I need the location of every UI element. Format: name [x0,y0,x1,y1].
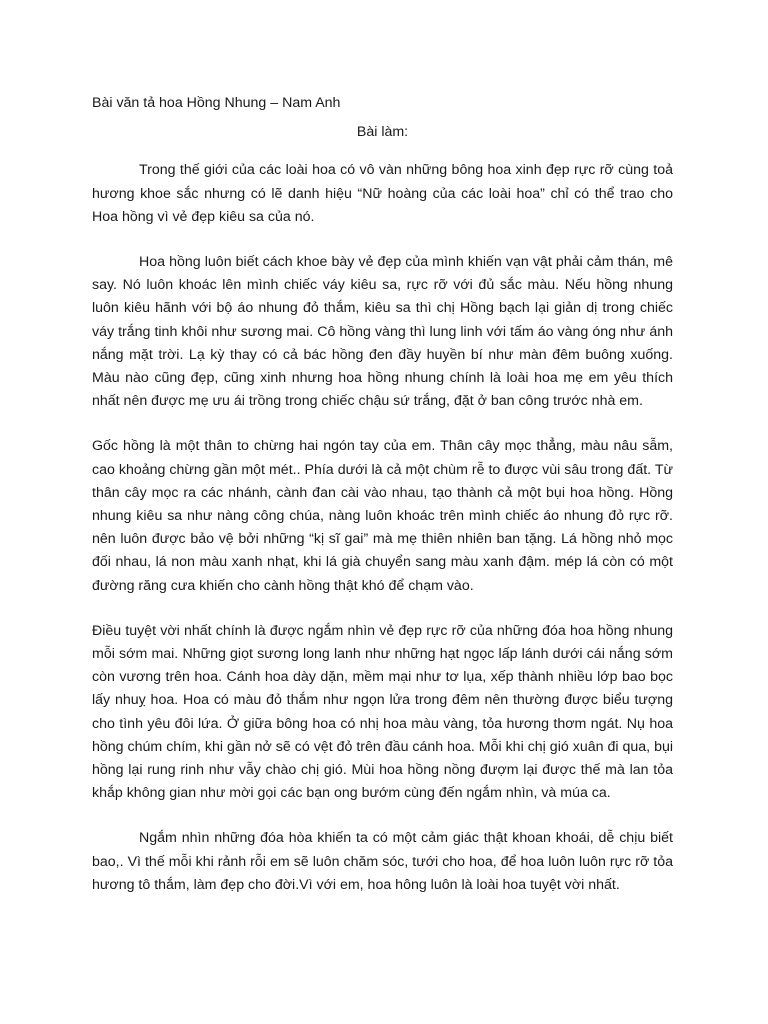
paragraph-intro: Trong thế giới của các loài hoa có vô vàn những bông hoa xinh đẹp rực rỡ cùng toả hương khoe sắc nhưng có lẽ danh hiệu “Nữ hoàng của các loài hoa” chỉ có thể trao cho Hoa hồng vì vẻ đẹp kiêu sa của nó. [92,162,673,225]
document-title: Bài văn tả hoa Hồng Nhung – Nam Anh [92,95,341,111]
paragraph-conclusion: Ngắm nhìn những đóa hòa khiến ta có một cảm giác thật khoan khoái, dễ chịu biết bao,. Vì thế mỗi khi rảnh rỗi em sẽ luôn chăm sóc, tưới cho hoa, để hoa luôn luôn rực rỡ tỏa hương tô thắm, làm đẹp cho đời.Vì với em, hoa hông luôn là loài hoa tuyệt vời nhất. [92,830,673,893]
document-subtitle: Bài làm: [356,124,409,141]
paragraph-flower: Điều tuyệt vời nhất chính là được ngắm nhìn vẻ đẹp rực rỡ của những đóa hoa hồng nhung mỗi sớm mai. Những giọt sương long lanh như những hạt ngọc lấp lánh dưới cái nắng sớm còn vương trên hoa. Cánh hoa dày dặn, mềm mại như tơ lụa, xếp thành nhiều lớp bao bọc lấy nhuỵ hoa. Hoa có màu đỏ thắm như ngọn lửa trong đêm nên thường được biểu tượng cho tình yêu đôi lứa. Ở giữa bông hoa có nhị hoa màu vàng, tỏa hương thơm ngát. Nụ hoa hồng chúm chím, khi gần nở sẽ có vệt đỏ trên đầu cánh hoa. Mỗi khi chị gió xuân đi qua, bụi hồng lại rung rinh như vẫy chào chị gió. Mùi hoa hồng nồng đượm lại được thế mà lan tỏa khắp không gian như mời gọi các bạn ong bướm cùng đến ngắm nhìn, và múa ca. [92,622,673,802]
paragraph-stem-leaves: Gốc hồng là một thân to chừng hai ngón tay của em. Thân cây mọc thẳng, màu nâu sẫm, cao khoảng chừng gần một mét.. Phía dưới là cả một chùm rễ to được vùi sâu trong đất. Từ thân cây mọc ra các nhánh, cành đan cài vào nhau, tạo thành cả một bụi hoa hồng. Hồng nhung kiêu sa như nàng công chúa, nàng luôn khoác trên mình chiếc áo nhung đỏ rực rỡ. nên luôn được bảo vệ bởi những “kị sĩ gai” mà mẹ thiên nhiên ban tặng. Lá hồng nhỏ mọc đối nhau, lá non màu xanh nhạt, khi lá già chuyển sang màu xanh đậm. mép lá còn có một đường răng cưa khiến cho cành hồng thật khó để chạm vào. [92,438,673,594]
paragraph-colors: Hoa hồng luôn biết cách khoe bày vẻ đẹp của mình khiến vạn vật phải cảm thán, mê say. Nó luôn khoác lên mình chiếc váy kiêu sa, rực rỡ với đủ sắc màu. Nếu hồng nhung luôn kiêu hãnh với bộ áo nhung đỏ thắm, kiêu sa thì chị Hồng bạch lại giản dị trong chiếc váy trắng tinh khôi như sương mai. Cô hồng vàng thì lung linh với tấm áo vàng óng như ánh nắng mặt trời. Lạ kỳ thay có cả bác hồng đen đầy huyền bí như màn đêm buông xuống. Màu nào cũng đẹp, cũng xinh nhưng hoa hồng nhung chính là loài hoa mẹ em yêu thích nhất nên được mẹ ưu ái trồng trong chiếc chậu sứ trắng, đặt ở ban công trước nhà em. [92,254,673,410]
